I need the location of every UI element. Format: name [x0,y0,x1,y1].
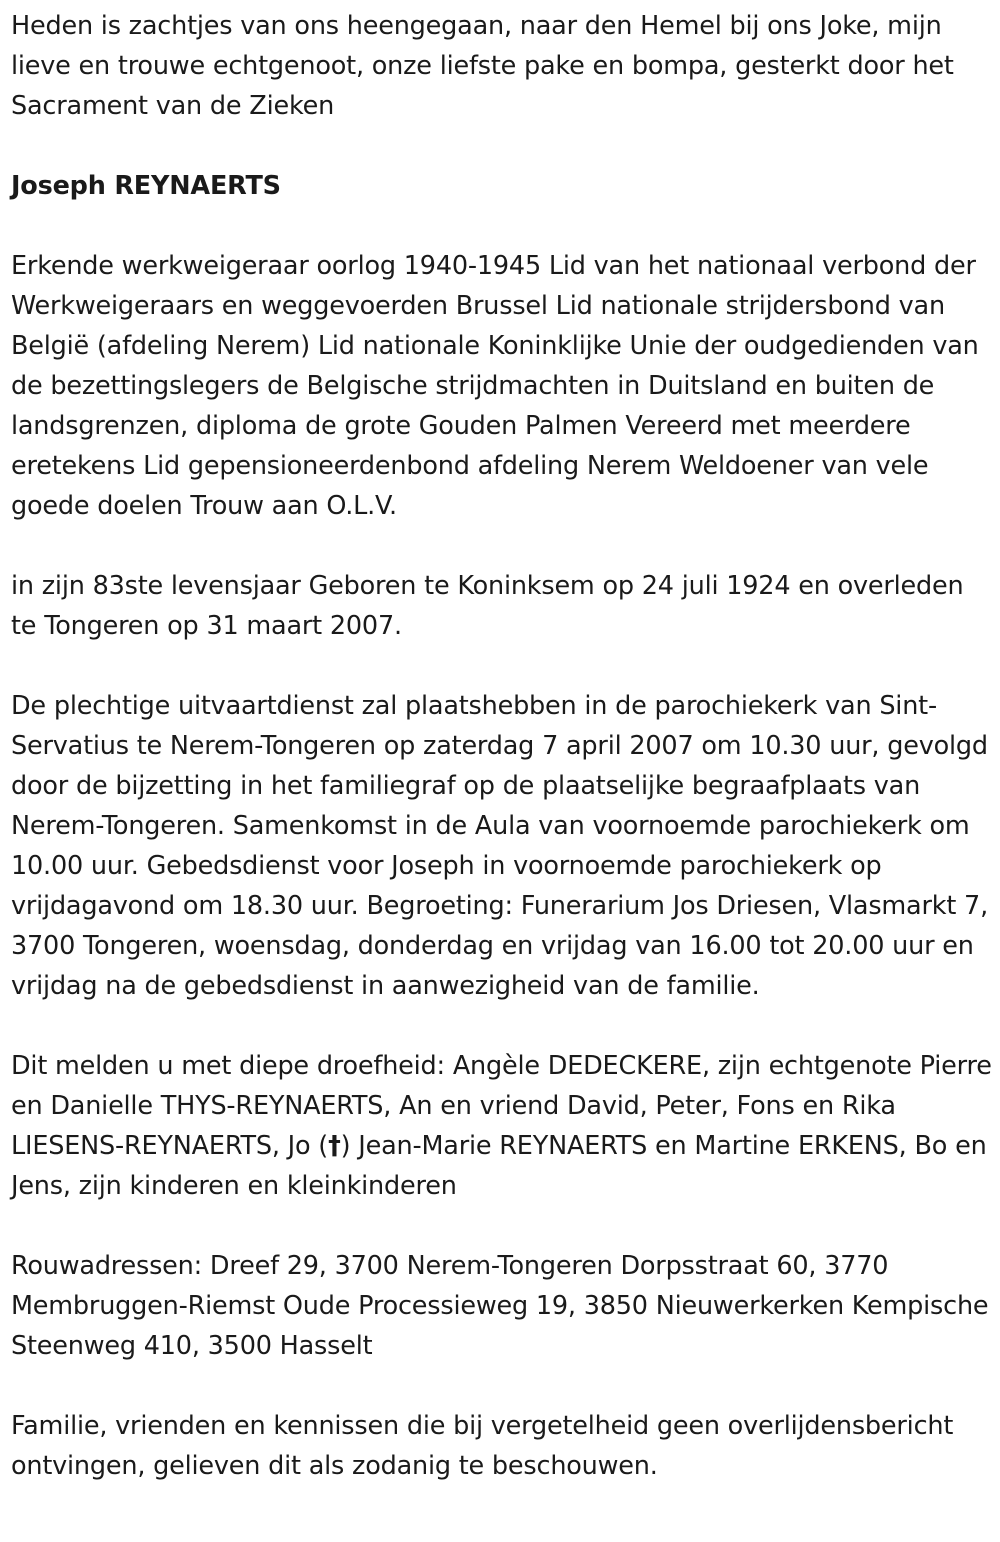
addresses-paragraph: Rouwadressen: Dreef 29, 3700 Nerem-Tongeren Dorpsstraat 60, 3770 Membruggen-Riemst Oude Processieweg 19, 3850 Nieuwerkerken Kempische Steenweg 410, 3500 Hasselt [11,1251,989,1361]
family-paragraph [11,1046,992,1206]
funeral-details-paragraph: De plechtige uitvaartdienst zal plaatshebben in de parochiekerk van Sint-Servatius te Nerem-Tongeren op zaterdag 7 april 2007 om 10.30 uur, gevolgd door de bijzetting in het familiegraf op de plaatselijke begraafplaats van Nerem-Tongeren. Samenkomst in de Aula van voornoemde parochiekerk om 10.00 uur. Gebedsdienst voor Joseph in voornoemde parochiekerk op vrijdagavond om 18.30 uur. Begroeting: Funerarium Jos Driesen, Vlasmarkt 7, 3700 Tongeren, woensdag, donderdag en vrijdag van 16.00 tot 20.00 uur en vrijdag na de gebedsdienst in aanwezigheid van de familie. [11,691,988,1001]
deceased-name: Joseph REYNAERTS [11,171,281,201]
life-dates-paragraph: in zijn 83ste levensjaar Geboren te Koninksem op 24 juli 1924 en overleden te Tongeren op 31 maart 2007. [11,571,964,641]
family-text-after-cross: ) Jean-Marie REYNAERTS en Martine ERKENS, Bo en Jens, zijn kinderen en kleinkinderen [11,1131,987,1201]
intro-paragraph: Heden is zachtjes van ons heengegaan, naar den Hemel bij ons Joke, mijn lieve en trouwe echtgenoot, onze liefste pake en bompa, gesterkt door het Sacrament van de Zieken [11,11,954,121]
memberships-paragraph: Erkende werkweigeraar oorlog 1940-1945 Lid van het nationaal verbond der Werkweigeraars en weggevoerden Brussel Lid nationale strijdersbond van België (afdeling Nerem) Lid nationale Koninklijke Unie der oudgedienden van de bezettingslegers de Belgische strijdmachten in Duitsland en buiten de landsgrenzen, diploma de grote Gouden Palmen Vereerd met meerdere eretekens Lid gepensioneerdenbond afdeling Nerem Weldoener van vele goede doelen Trouw aan O.L.V. [11,251,979,521]
family-text-before-cross: Dit melden u met diepe droefheid: Angèle DEDECKERE, zijn echtgenote Pierre en Danielle THYS-REYNAERTS, An en vriend David, Peter, Fons en Rika LIESENS-REYNAERTS, Jo ( [11,1051,992,1161]
closing-paragraph: Familie, vrienden en kennissen die bij vergetelheid geen overlijdensbericht ontvingen, gelieven dit als zodanig te beschouwen. [11,1411,954,1481]
cross-icon: † [328,1131,341,1161]
